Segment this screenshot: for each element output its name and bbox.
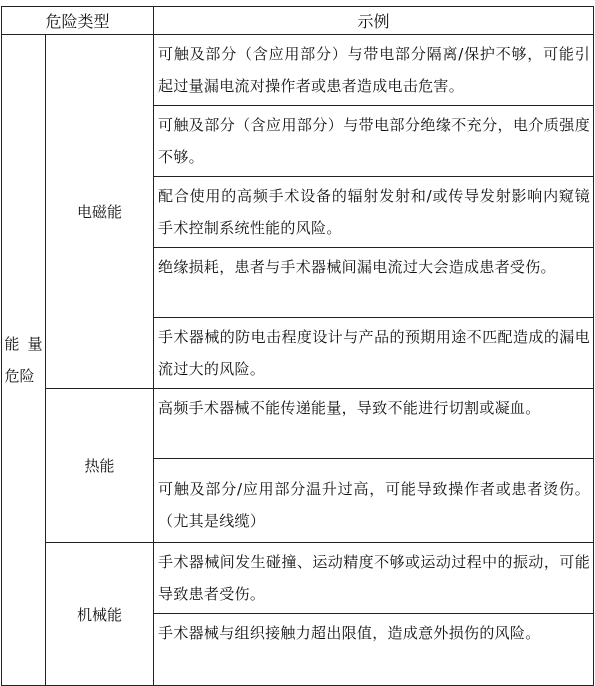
example-cell: 可触及部分（含应用部分）与带电部分隔离/保护不够，可能引起过量漏电流对操作者或患者造成电击危害。	[154, 35, 594, 106]
example-cell: 可触及部分（含应用部分）与带电部分绝缘不充分，电介质强度不够。	[154, 106, 594, 177]
example-cell: 高频手术器械不能传递能量，导致不能进行切割或凝血。	[154, 389, 594, 459]
header-example: 示例	[154, 7, 594, 35]
category-label: 能量危险	[4, 335, 43, 385]
hazard-table	[1, 6, 594, 686]
group-mechanical: 机械能	[46, 543, 154, 686]
example-cell: 绝缘损耗，患者与手术器械间漏电流过大会造成患者受伤。	[154, 248, 594, 318]
table-row	[2, 389, 594, 459]
example-cell: 手术器械与组织接触力超出限值，造成意外损伤的风险。	[154, 614, 594, 686]
table-row	[2, 35, 594, 106]
header-row	[2, 7, 594, 35]
example-cell: 手术器械的防电击程度设计与产品的预期用途不匹配造成的漏电流过大的风险。	[154, 318, 594, 389]
header-hazard-type: 危险类型	[2, 7, 154, 35]
group-electromagnetic: 电磁能	[46, 35, 154, 389]
table-row	[2, 543, 594, 614]
example-cell: 手术器械间发生碰撞、运动精度不够或运动过程中的振动，可能导致患者受伤。	[154, 543, 594, 614]
group-thermal: 热能	[46, 389, 154, 543]
example-cell: 可触及部分/应用部分温升过高，可能导致操作者或患者烫伤。（尤其是线缆）	[154, 459, 594, 543]
example-cell: 配合使用的高频手术设备的辐射发射和/或传导发射影响内窥镜手术控制系统性能的风险。	[154, 177, 594, 248]
category-cell	[2, 35, 46, 686]
